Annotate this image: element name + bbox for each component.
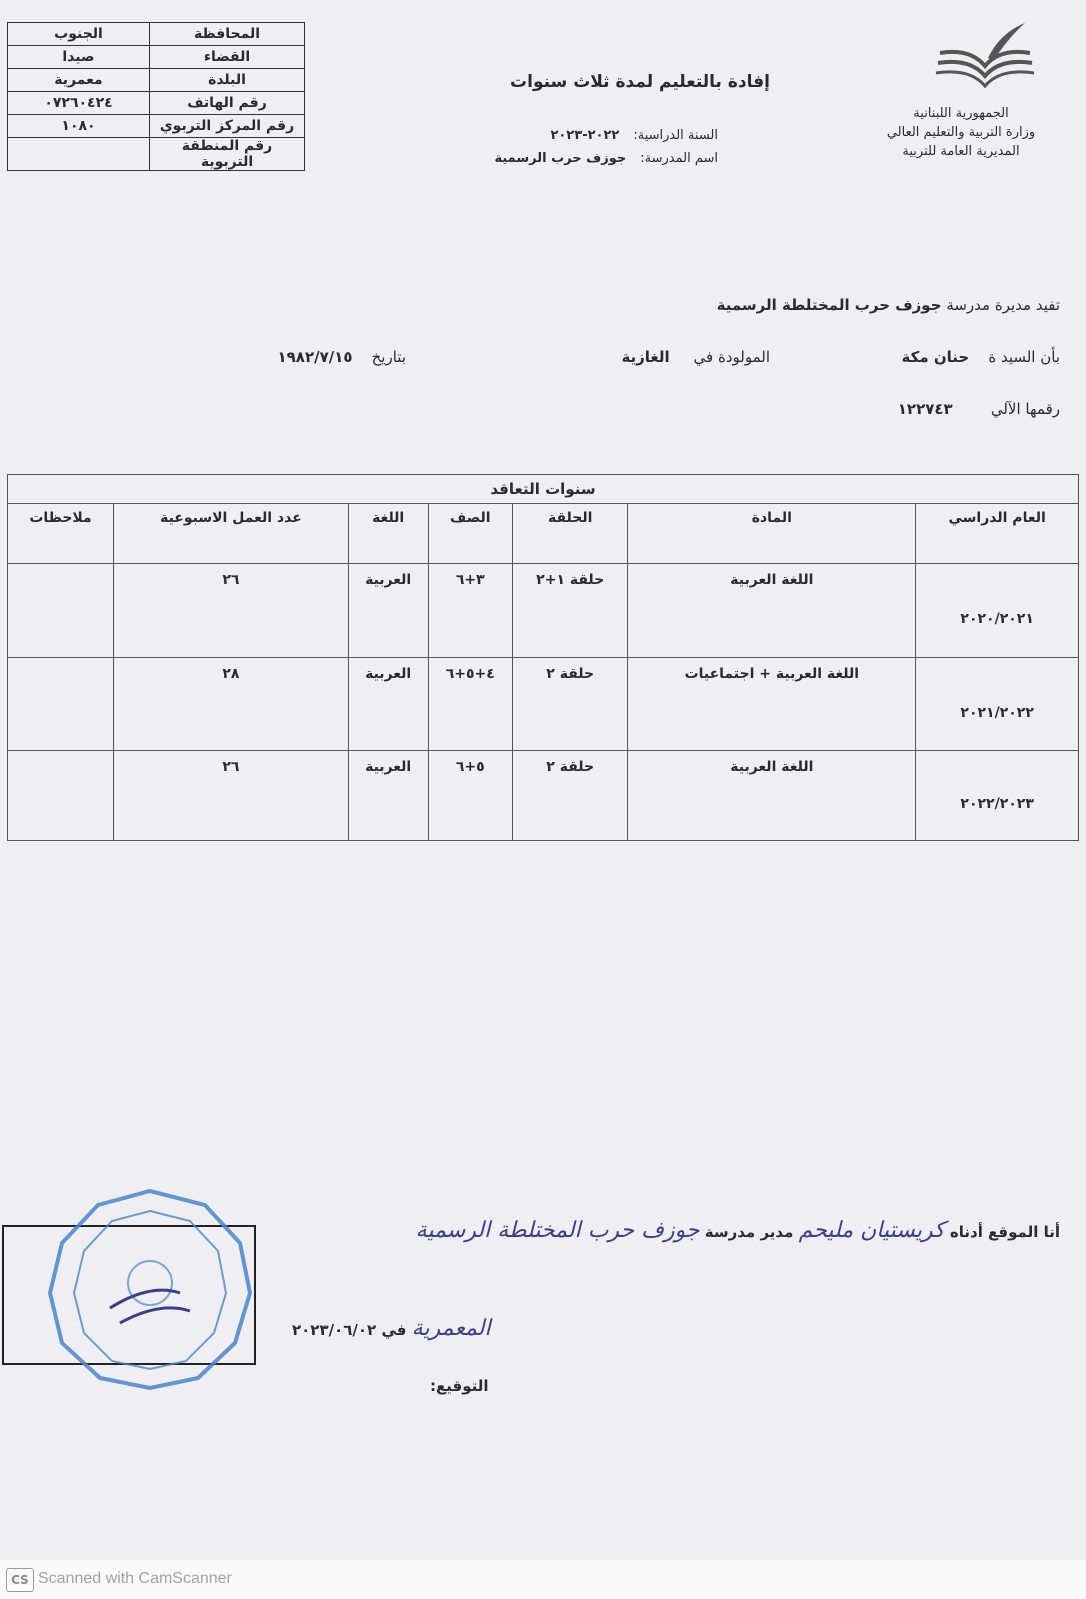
id-value: ١٢٢٧٤٣	[897, 400, 953, 418]
info-label: رقم المركز التربوي	[150, 115, 305, 138]
weekly-hours-cell: ٢٨	[114, 658, 349, 751]
principal-name-handwritten: كريستيان مليحم	[798, 1218, 945, 1243]
info-value: صيدا	[8, 46, 150, 69]
info-value: الجنوب	[8, 23, 150, 46]
column-header: عدد العمل الاسبوعية	[114, 504, 349, 564]
id-label: رقمها الآلي	[990, 400, 1060, 418]
camscanner-text: Scanned with CamScanner	[38, 1570, 232, 1587]
info-label: القضاء	[150, 46, 305, 69]
info-value: ٠٧٢٦٠٤٢٤	[8, 92, 150, 115]
table-row	[8, 751, 1079, 841]
camscanner-logo-icon: CS	[6, 1568, 34, 1592]
grade-cell: ٤+٥+٦	[428, 658, 513, 751]
year-label: السنة الدراسية:	[633, 128, 718, 143]
document-title: إفادة بالتعليم لمدة ثلاث سنوات	[510, 72, 770, 92]
date-label: بتاريخ	[371, 348, 406, 366]
ministry-line: المديرية العامة للتربية	[902, 144, 1020, 159]
school-label: اسم المدرسة:	[640, 151, 718, 166]
date-prefix: في	[381, 1321, 407, 1339]
info-row	[8, 115, 305, 138]
info-value	[8, 138, 150, 171]
id-line	[898, 400, 1060, 418]
grade-cell: ٥+٦	[428, 751, 513, 841]
statement-intro-line	[717, 296, 1060, 314]
notes-cell	[8, 658, 114, 751]
birthplace-line	[621, 348, 770, 366]
info-label: رقم المنطقة التربوية	[150, 138, 305, 171]
info-value: ١٠٨٠	[8, 115, 150, 138]
notes-cell	[8, 751, 114, 841]
column-header: اللغة	[348, 504, 428, 564]
ministry-header	[866, 104, 1056, 161]
table-row	[8, 658, 1079, 751]
born-place: الغازية	[621, 348, 670, 366]
declaration-middle: مدير مدرسة	[704, 1223, 794, 1241]
info-value: معمرية	[8, 69, 150, 92]
ministry-logo-icon	[930, 18, 1040, 93]
ministry-line: وزارة التربية والتعليم العالي	[886, 125, 1036, 140]
place-handwritten: المعمرية	[411, 1316, 491, 1341]
declaration-prefix: أنا الموقع أدناه	[949, 1223, 1060, 1241]
column-header: المادة	[628, 504, 916, 564]
signature-label: التوقيع:	[430, 1377, 489, 1395]
lady-name-line	[902, 348, 1060, 366]
contract-years-table	[7, 474, 1079, 841]
birth-date: ١٩٨٢/٧/١٥	[277, 348, 353, 366]
academic-year-cell: ٢٠٢٢/٢٠٢٣	[916, 751, 1079, 841]
lady-name: حنان مكة	[901, 348, 970, 366]
grade-cell: ٣+٦	[428, 564, 513, 658]
language-cell: العربية	[348, 564, 428, 658]
language-cell: العربية	[348, 751, 428, 841]
info-label: البلدة	[150, 69, 305, 92]
weekly-hours-cell: ٢٦	[114, 751, 349, 841]
school-full-name: جوزف حرب المختلطة الرسمية	[716, 296, 942, 314]
school-meta	[458, 124, 718, 170]
column-header: ملاحظات	[8, 504, 114, 564]
info-row	[8, 69, 305, 92]
info-row	[8, 46, 305, 69]
subject-cell: اللغة العربية	[628, 751, 916, 841]
info-label: رقم الهاتف	[150, 92, 305, 115]
location-info-table	[7, 22, 305, 171]
info-row	[8, 23, 305, 46]
place-date-line	[292, 1316, 491, 1341]
info-label: المحافظة	[150, 23, 305, 46]
school-value: جوزف حرب الرسمية	[494, 151, 627, 166]
info-row	[8, 92, 305, 115]
column-header: الحلقة	[513, 504, 628, 564]
info-row	[8, 138, 305, 171]
school-name-handwritten: جوزف حرب المختلطة الرسمية	[415, 1218, 700, 1243]
academic-year-cell: ٢٠٢٠/٢٠٢١	[916, 564, 1079, 658]
signature-date: ٢٠٢٣/٠٦/٠٢	[292, 1321, 377, 1339]
notes-cell	[8, 564, 114, 658]
cycle-cell: حلقة ٢	[513, 658, 628, 751]
subject-cell: اللغة العربية + اجتماعيات	[628, 658, 916, 751]
born-label: المولودة في	[693, 348, 770, 366]
official-stamp-icon	[40, 1183, 260, 1393]
column-header: الصف	[428, 504, 513, 564]
language-cell: العربية	[348, 658, 428, 751]
subject-cell: اللغة العربية	[628, 564, 916, 658]
column-header: العام الدراسي	[916, 504, 1079, 564]
academic-year-cell: ٢٠٢١/٢٠٢٢	[916, 658, 1079, 751]
cycle-cell: حلقة ١+٢	[513, 564, 628, 658]
lady-label: بأن السيد ة	[988, 348, 1060, 366]
declaration-line	[416, 1218, 1060, 1243]
birthdate-line	[278, 348, 407, 366]
table-row	[8, 564, 1079, 658]
ministry-line: الجمهورية اللبنانية	[913, 106, 1009, 121]
year-value: ٢٠٢٢-٢٠٢٣	[550, 128, 620, 143]
cycle-cell: حلقة ٢	[513, 751, 628, 841]
table-band-title: سنوات التعاقد	[8, 475, 1079, 504]
weekly-hours-cell: ٢٦	[114, 564, 349, 658]
intro-text: تفيد مديرة مدرسة	[946, 296, 1060, 314]
